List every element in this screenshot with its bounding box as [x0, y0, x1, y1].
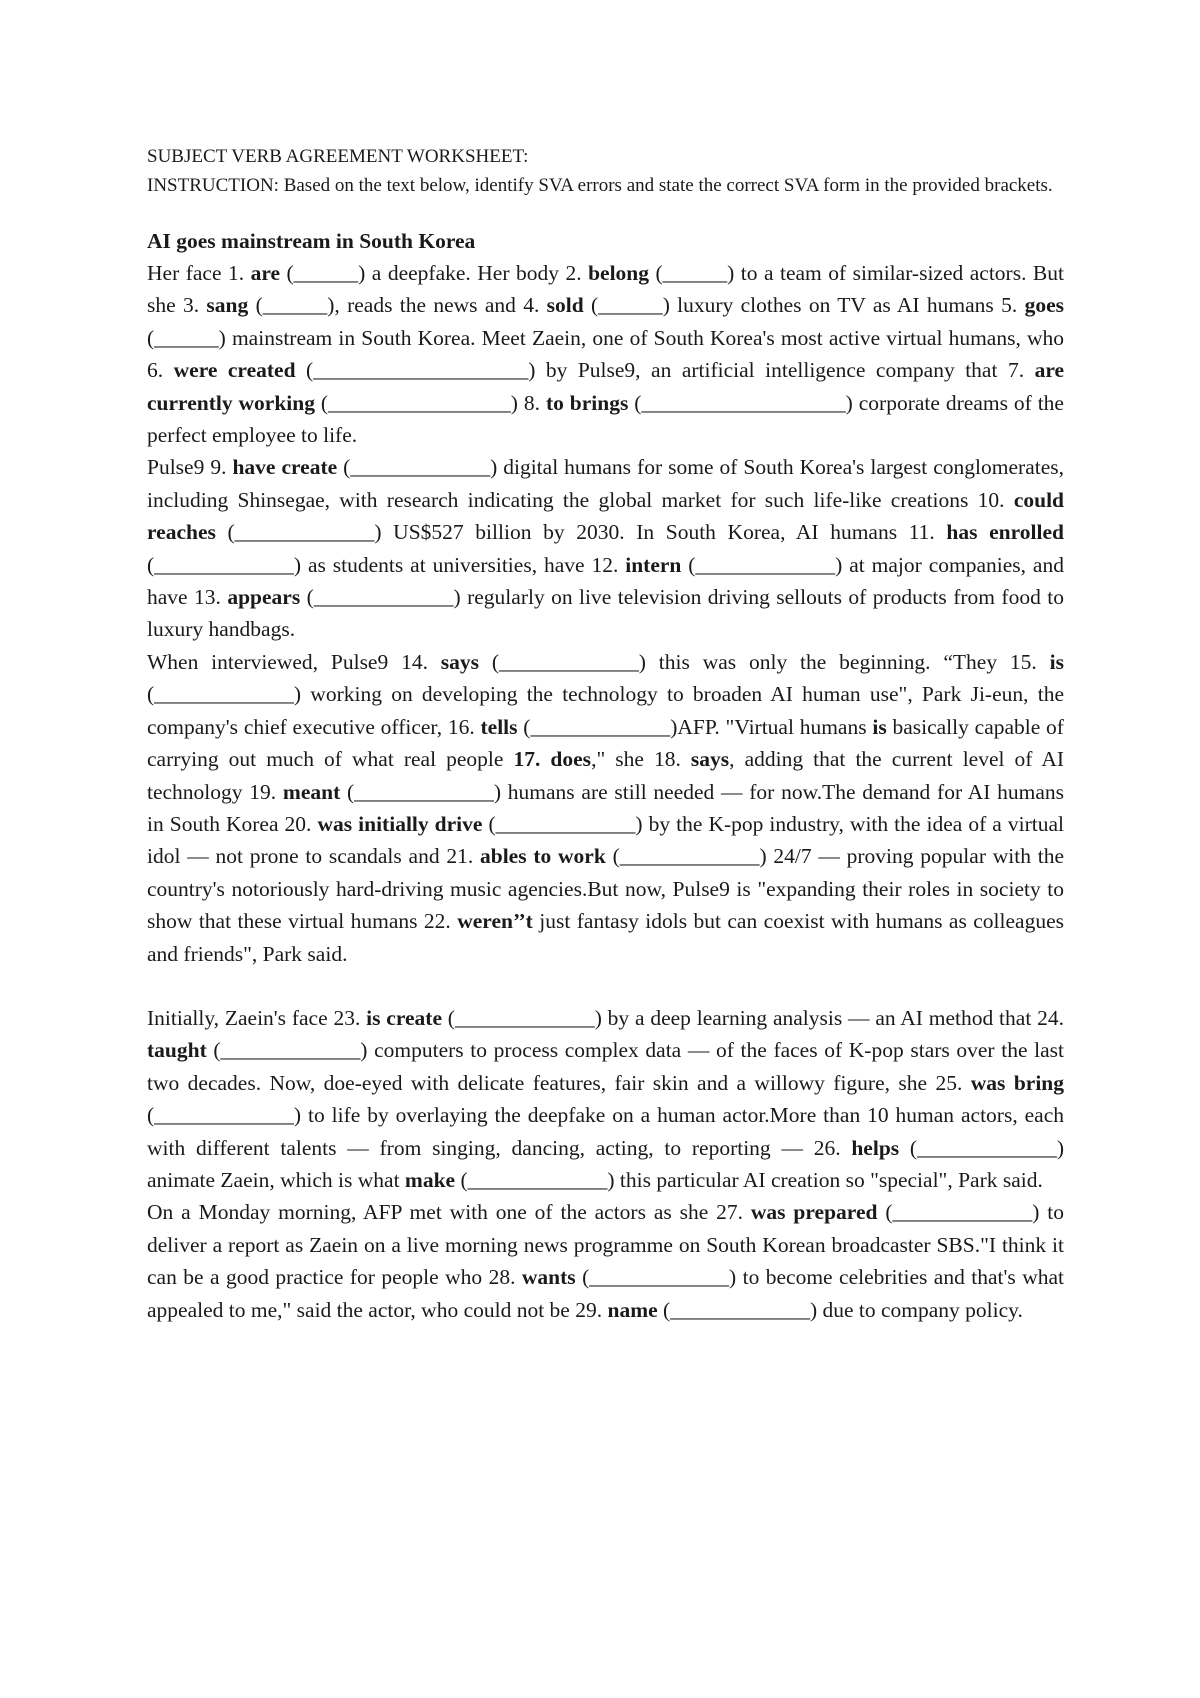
- sva-verb: belong: [588, 261, 649, 285]
- text-run: (_____________) as students at universities, have 12.: [147, 552, 626, 577]
- text-run: (_____________) due to company policy.: [657, 1297, 1023, 1322]
- sva-verb: intern: [625, 552, 682, 577]
- text-run: Pulse9 9.: [147, 455, 233, 480]
- text-run: just fantasy idols but can coexist with humans as colleagues and friends", Park said.: [147, 909, 1064, 966]
- sva-verb: is create: [366, 1005, 442, 1030]
- sva-verb: was prepared: [750, 1200, 878, 1225]
- sva-verb: taught: [147, 1038, 207, 1063]
- sva-verb: make: [404, 1167, 456, 1192]
- article-title: AI goes mainstream in South Korea: [147, 229, 476, 253]
- sva-verb: meant: [282, 779, 341, 804]
- sva-verb: tells: [480, 714, 518, 739]
- worksheet-heading: SUBJECT VERB AGREEMENT WORKSHEET:: [147, 146, 529, 167]
- text-run: (______) a deepfake. Her body 2.: [280, 261, 589, 285]
- sva-verb: have create: [232, 455, 338, 480]
- sva-verb: are currently working: [147, 358, 1065, 415]
- text-run: (_____________) digital humans for some of South Korea's largest conglomerates, including Shinsegae, with research indicating the global market for such life-like creations 10.: [147, 455, 1065, 512]
- text-run: (______) mainstream in South Korea. Meet Zaein, one of South Korea's most active virtual humans, who 6.: [147, 325, 1064, 383]
- sva-verb: name: [607, 1297, 658, 1322]
- text-run: (______), reads the news and 4.: [248, 293, 547, 318]
- sva-verb: were created: [173, 358, 296, 383]
- text-run: (_____________) this was only the beginning. “They 15.: [479, 649, 1050, 674]
- text-run: On a Monday morning, AFP met with one of the actors as she 27.: [147, 1200, 751, 1225]
- text-run: (____________________) by Pulse9, an artificial intelligence company that 7.: [295, 358, 1035, 383]
- text-run: (_____________) humans are still needed — for now.The demand for AI humans in South Korea 20.: [147, 779, 1064, 836]
- text-run: basically capable of carrying out much of what real people: [147, 714, 1064, 772]
- text-run: Her face 1.: [147, 261, 251, 285]
- text-run: (_____________) by the K-pop industry, with the idea of a virtual idol — not prone to scandals and 21.: [147, 811, 1064, 869]
- article-paragraph: [147, 257, 1064, 451]
- sva-verb: are: [250, 261, 281, 285]
- sva-verb: says: [690, 747, 730, 772]
- text-run: (______) to a team of similar-sized actors. But she 3.: [147, 261, 1064, 318]
- text-run: (_____________) regularly on live television driving sellouts of products from food to luxury handbags.: [147, 585, 1064, 642]
- text-run: (_____________) US$527 billion by 2030. In South Korea, AI humans 11.: [215, 520, 947, 545]
- sva-verb: appears: [227, 585, 301, 610]
- worksheet-content: [147, 143, 1064, 1326]
- article-paragraph: [147, 646, 1064, 970]
- sva-verb: ables to work: [479, 844, 606, 869]
- text-run: (______) luxury clothes on TV as AI humans 5.: [583, 293, 1025, 318]
- article-paragraph: [147, 1002, 1064, 1196]
- text-run: , adding that the current level of AI technology 19.: [147, 747, 1065, 804]
- sva-verb: could reaches: [147, 487, 1064, 545]
- sva-verb: 17. does: [513, 747, 592, 772]
- text-run: (_____________) to become celebrities and that's what appealed to me," said the actor, who could not be 29.: [147, 1265, 1064, 1322]
- sva-verb: was initially drive: [317, 811, 483, 836]
- sva-verb: wants: [521, 1265, 576, 1290]
- text-run: (_________________) 8.: [314, 390, 546, 415]
- sva-verb: weren’’t: [457, 909, 533, 934]
- sva-verb: sold: [546, 293, 584, 318]
- text-run: (___________________) corporate dreams of the perfect employee to life.: [147, 390, 1064, 448]
- sva-verb: goes: [1024, 293, 1064, 318]
- text-run: (_____________) to deliver a report as Zaein on a live morning news programme on South Korean broadcaster SBS."I think it can be a good practice for people who 28.: [147, 1200, 1064, 1290]
- text-run: Initially, Zaein's face 23.: [147, 1005, 367, 1030]
- text-run: (_____________) computers to process complex data — of the faces of K-pop stars over the last two decades. Now, doe-eyed with delicate features, fair skin and a willowy figure, she 25.: [147, 1038, 1064, 1095]
- text-run: (_____________) working on developing the technology to broaden AI human use", Park Ji-eun, the company's chief executive officer, 16.: [147, 682, 1064, 739]
- text-run: (_____________)AFP. "Virtual humans: [517, 714, 873, 739]
- article-paragraph: [147, 451, 1064, 645]
- text-run: (_____________) by a deep learning analysis — an AI method that 24.: [441, 1005, 1064, 1030]
- text-run: ," she 18.: [591, 747, 691, 772]
- text-run: (_____________) at major companies, and have 13.: [147, 552, 1064, 610]
- text-run: When interviewed, Pulse9 14.: [147, 649, 441, 674]
- sva-verb: sang: [206, 293, 249, 318]
- article-paragraph: [147, 1196, 1064, 1326]
- sva-verb: was bring: [970, 1070, 1064, 1095]
- paragraph-spacer: [147, 970, 1064, 1002]
- text-run: (_____________) to life by overlaying the deepfake on a human actor.More than 10 human actors, each with different talents — from singing, dancing, acting, to reporting — 26.: [147, 1103, 1064, 1160]
- text-run: (_____________) this particular AI creation so "special", Park said.: [455, 1167, 1043, 1192]
- text-run: (_____________) animate Zaein, which is what: [147, 1135, 1064, 1192]
- sva-verb: says: [440, 649, 480, 674]
- sva-verb: is: [1049, 649, 1064, 674]
- worksheet-instruction: INSTRUCTION: Based on the text below, identify SVA errors and state the correct SVA form in the provided brackets.: [147, 175, 1053, 196]
- sva-verb: has enrolled: [946, 520, 1064, 545]
- sva-verb: helps: [851, 1135, 900, 1160]
- text-run: (_____________) 24/7 — proving popular with the country's notoriously hard-driving music agencies.But now, Pulse9 is "expanding their roles in society to show that these virtual humans 22.: [147, 844, 1064, 934]
- sva-verb: to brings: [545, 390, 629, 415]
- sva-verb: is: [872, 714, 887, 739]
